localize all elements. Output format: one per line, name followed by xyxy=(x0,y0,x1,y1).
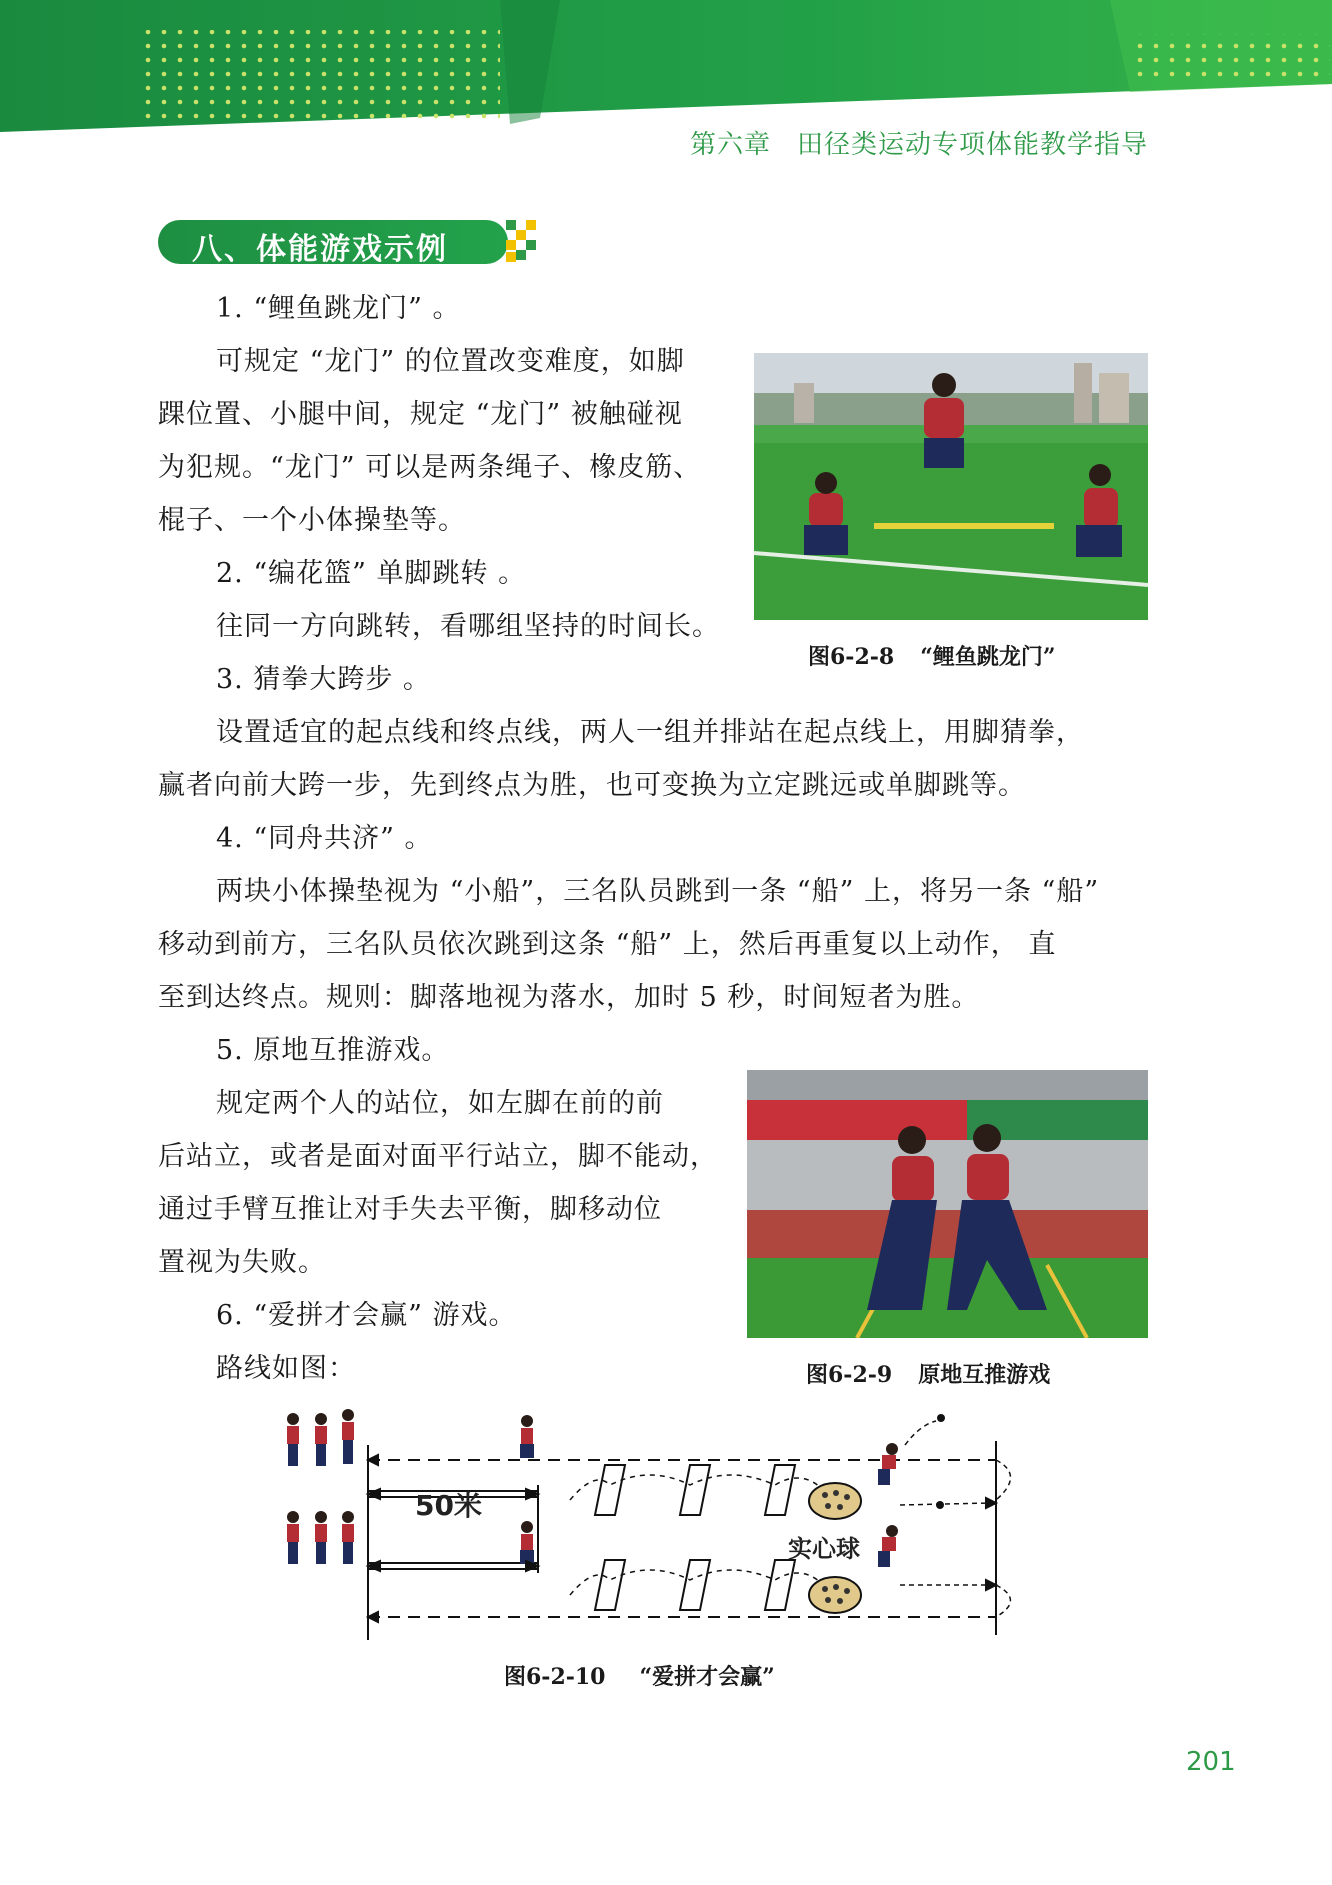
figure-caption xyxy=(808,640,1056,671)
section-title: 八、体能游戏示例 xyxy=(192,232,448,267)
paragraph-line: 通过手臂互推让对手失去平衡，脚移动位 xyxy=(158,1194,662,1225)
paragraph-line: 为犯规。“龙门” 可以是两条绳子、橡皮筋、 xyxy=(158,452,702,483)
figure-title: “鲤鱼跳龙门” xyxy=(920,644,1056,670)
figure-caption xyxy=(806,1358,1050,1389)
paragraph-line: 往同一方向跳转，看哪组坚持的时间长。 xyxy=(216,611,720,642)
runner-group-top xyxy=(287,1409,354,1466)
item-4-heading: 4. “同舟共济” 。 xyxy=(216,823,433,854)
jump-arcs xyxy=(570,1475,820,1595)
ball-label: 实心球 xyxy=(788,1535,860,1563)
paragraph-line: 路线如图： xyxy=(216,1353,356,1384)
section-heading xyxy=(158,220,538,267)
paragraph-line: 规定两个人的站位，如左脚在前的前 xyxy=(216,1088,664,1119)
chapter-number: 第六章 xyxy=(689,130,771,160)
paragraph-line: 设置适宜的起点线和终点线，两人一组并排站在起点线上，用脚猜拳， xyxy=(216,717,1084,748)
item-3-heading: 3. 猜拳大跨步 。 xyxy=(216,664,431,695)
figure-number: 图6-2-9 xyxy=(806,1362,893,1388)
item-6-heading: 6. “爱拼才会赢” 游戏。 xyxy=(216,1300,517,1331)
page-number: 201 xyxy=(1186,1747,1236,1777)
route-diagram xyxy=(280,1405,1040,1655)
figure-number: 图6-2-8 xyxy=(808,644,895,670)
figure-title: 原地互推游戏 xyxy=(918,1362,1051,1388)
runner-group-bottom xyxy=(287,1511,354,1564)
item-5-heading: 5. 原地互推游戏。 xyxy=(216,1035,450,1066)
paragraph-line: 后站立，或者是面对面平行站立，脚不能动， xyxy=(158,1141,718,1172)
figure-caption xyxy=(504,1660,775,1691)
paragraph-line: 可规定 “龙门” 的位置改变难度，如脚 xyxy=(216,346,685,377)
chapter-title: 田径类运动专项体能教学指导 xyxy=(796,130,1148,160)
throw-arrows xyxy=(900,1421,1011,1617)
figure-number: 图6-2-10 xyxy=(504,1664,606,1690)
item-1-heading: 1. “鲤鱼跳龙门” 。 xyxy=(216,293,461,324)
paragraph-line: 踝位置、小腿中间，规定 “龙门” 被触碰视 xyxy=(158,399,683,430)
paragraph-line: 两块小体操垫视为 “小船”，三名队员跳到一条 “船” 上，将另一条 “船” xyxy=(216,876,1100,907)
distance-label: 50米 xyxy=(415,1489,482,1522)
figure-title: “爱拼才会赢” xyxy=(639,1664,775,1690)
paragraph-line: 移动到前方，三名队员依次跳到这条 “船” 上，然后再重复以上动作， 直 xyxy=(158,929,1057,960)
paragraph-line: 棍子、一个小体操垫等。 xyxy=(158,505,466,536)
checker-decoration xyxy=(506,220,538,264)
paragraph-line: 置视为失败。 xyxy=(158,1247,326,1278)
item-2-heading: 2. “编花篮” 单脚跳转 。 xyxy=(216,558,527,589)
photo-carp-jump xyxy=(754,353,1148,620)
mats xyxy=(595,1465,795,1610)
header-banner xyxy=(0,0,1332,140)
photo-push-game xyxy=(747,1070,1148,1338)
paragraph-line: 赢者向前大跨一步，先到终点为胜，也可变换为立定跳远或单脚跳等。 xyxy=(158,770,1026,801)
paragraph-line: 至到达终点。规则：脚落地视为落水，加时 5 秒，时间短者为胜。 xyxy=(158,982,980,1013)
chapter-header xyxy=(690,124,1148,161)
